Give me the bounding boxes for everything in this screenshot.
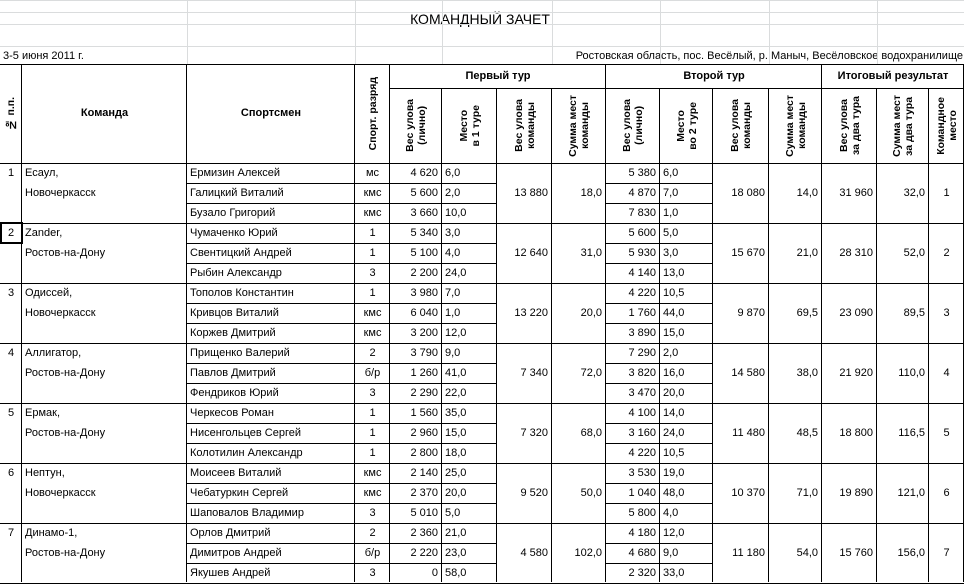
athlete-t1-place[interactable]: 35,0 [445, 407, 467, 419]
athlete-rank[interactable]: б/р [364, 367, 381, 379]
athlete-t2-place[interactable]: 6,0 [663, 167, 679, 179]
header-t1-team-weight-text: Вес улова команды [512, 99, 537, 152]
athlete-t2-weight[interactable]: 7 290 [628, 347, 656, 359]
team-number[interactable]: 2 [7, 227, 15, 239]
athlete-rank[interactable]: 1 [369, 227, 376, 239]
header-t1-weight-text: Вес улова (лично) [404, 99, 428, 152]
team-t2-weight[interactable]: 14 580 [731, 367, 765, 379]
team-number[interactable]: 5 [7, 407, 15, 419]
event-location: Ростовская область, пос. Весёлый, р. Маныч, Весёловское водохранилище [575, 50, 963, 62]
athlete-t2-place[interactable]: 5,0 [663, 227, 679, 239]
grid-line [0, 24, 964, 25]
team-t1-place-sum[interactable]: 50,0 [580, 487, 602, 499]
athlete-name[interactable]: Димитров Андрей [190, 547, 282, 559]
team-total-place-sum[interactable]: 116,5 [898, 427, 925, 439]
athlete-name[interactable]: Колотилин Александр [190, 447, 303, 459]
athlete-t2-weight[interactable]: 1 760 [628, 307, 656, 319]
grid-line [0, 46, 964, 47]
athlete-t1-weight[interactable]: 2 360 [410, 527, 438, 539]
athlete-name[interactable]: Ермизин Алексей [190, 167, 281, 179]
team-total-weight[interactable]: 23 090 [839, 307, 873, 319]
athlete-name[interactable]: Коржев Дмитрий [190, 327, 276, 339]
athlete-t2-place[interactable]: 9,0 [663, 547, 679, 559]
athlete-t2-weight[interactable]: 4 870 [628, 187, 656, 199]
team-t1-place-sum[interactable]: 72,0 [580, 367, 602, 379]
athlete-t2-place[interactable]: 19,0 [663, 467, 685, 479]
athlete-t2-weight[interactable]: 7 830 [628, 207, 656, 219]
athlete-t1-weight[interactable]: 4 620 [410, 167, 438, 179]
athlete-t1-place[interactable]: 15,0 [445, 427, 467, 439]
header-team: Команда [80, 107, 129, 119]
athlete-t1-weight[interactable]: 5 600 [410, 187, 438, 199]
athlete-t2-weight[interactable]: 3 820 [628, 367, 656, 379]
athlete-name[interactable]: Чебатуркин Сергей [190, 487, 289, 499]
athlete-t2-weight[interactable]: 3 160 [628, 427, 656, 439]
athlete-t2-place[interactable]: 3,0 [663, 247, 679, 259]
header-t2-place [660, 88, 713, 163]
athlete-t1-weight[interactable]: 1 560 [410, 407, 438, 419]
athlete-name[interactable]: Павлов Дмитрий [190, 367, 276, 379]
athlete-t2-place[interactable]: 1,0 [663, 207, 679, 219]
team-total-place-sum[interactable]: 110,0 [898, 367, 925, 379]
header-num-text: № п.п. [5, 96, 17, 131]
athlete-t1-weight[interactable]: 2 960 [410, 427, 438, 439]
athlete-rank[interactable]: кмс [363, 487, 382, 499]
team-t1-weight[interactable]: 4 580 [520, 547, 548, 559]
header-team-place [929, 88, 964, 163]
team-city[interactable]: Ростов-на-Дону [25, 547, 106, 559]
athlete-t2-place[interactable]: 10,5 [663, 447, 685, 459]
athlete-t2-place[interactable]: 13,0 [663, 267, 685, 279]
header-athlete: Спортсмен [240, 107, 302, 119]
border [390, 88, 964, 89]
team-t1-place-sum[interactable]: 68,0 [580, 427, 602, 439]
team-t2-place-sum[interactable]: 71,0 [796, 487, 818, 499]
athlete-t1-weight[interactable]: 3 980 [410, 287, 438, 299]
team-t2-place-sum[interactable]: 48,5 [796, 427, 818, 439]
athlete-rank[interactable]: 2 [369, 527, 376, 539]
header-t1-place-text: Место в 1 туре [457, 104, 482, 147]
team-city[interactable]: Новочеркасск [25, 307, 96, 319]
grid-line [0, 12, 964, 13]
header-total-weight-text: Вес улова за два тура [837, 96, 862, 155]
team-number[interactable]: 3 [7, 287, 15, 299]
athlete-t2-weight[interactable]: 4 680 [628, 547, 656, 559]
athlete-t1-place[interactable]: 41,0 [445, 367, 467, 379]
athlete-rank[interactable]: кмс [363, 327, 382, 339]
team-t2-place-sum[interactable]: 14,0 [796, 187, 818, 199]
athlete-rank[interactable]: 2 [369, 347, 376, 359]
athlete-t1-place[interactable]: 4,0 [445, 247, 461, 259]
team-name[interactable]: Ермак, [25, 407, 61, 419]
team-t1-weight[interactable]: 7 320 [520, 427, 548, 439]
grid-line [442, 0, 443, 64]
team-city[interactable]: Ростов-на-Дону [25, 367, 106, 379]
team-name[interactable]: Zander, [25, 227, 63, 239]
athlete-t1-place[interactable]: 10,0 [445, 207, 467, 219]
header-t2-place-text: Место во 2 туре [674, 101, 699, 150]
athlete-rank[interactable]: 3 [369, 387, 376, 399]
athlete-t1-place[interactable]: 6,0 [445, 167, 461, 179]
athlete-t1-weight[interactable]: 3 660 [410, 207, 438, 219]
team-t2-weight[interactable]: 9 870 [737, 307, 765, 319]
athlete-t1-weight[interactable]: 2 370 [410, 487, 438, 499]
team-t2-weight[interactable]: 18 080 [731, 187, 765, 199]
team-t1-weight[interactable]: 9 520 [520, 487, 548, 499]
athlete-t1-weight[interactable]: 3 200 [410, 327, 438, 339]
athlete-t1-place[interactable]: 22,0 [445, 387, 467, 399]
team-total-weight[interactable]: 18 800 [839, 427, 873, 439]
border [768, 88, 769, 582]
athlete-t1-weight[interactable]: 2 220 [410, 547, 438, 559]
athlete-t1-place[interactable]: 58,0 [445, 567, 467, 579]
athlete-rank[interactable]: кмс [363, 307, 382, 319]
athlete-t2-weight[interactable]: 4 220 [628, 287, 656, 299]
team-t2-place-sum[interactable]: 54,0 [796, 547, 818, 559]
athlete-name[interactable]: Кривцов Виталий [190, 307, 279, 319]
athlete-t2-place[interactable]: 4,0 [663, 507, 679, 519]
team-number[interactable]: 6 [7, 467, 15, 479]
border [821, 64, 822, 582]
team-city[interactable]: Ростов-на-Дону [25, 427, 106, 439]
athlete-t1-place[interactable]: 21,0 [445, 527, 467, 539]
border [876, 88, 877, 582]
athlete-t1-place[interactable]: 20,0 [445, 487, 467, 499]
athlete-name[interactable]: Свентицкий Андрей [190, 247, 292, 259]
grid-line [769, 0, 770, 64]
team-total-weight[interactable]: 31 960 [839, 187, 873, 199]
header-t2-weight-text: Вес улова (лично) [621, 99, 645, 152]
team-t1-place-sum[interactable]: 20,0 [580, 307, 602, 319]
team-place[interactable]: 3 [943, 307, 950, 319]
header-t2-team-weight [713, 88, 769, 163]
athlete-rank[interactable]: 1 [369, 407, 376, 419]
athlete-t2-weight[interactable]: 1 040 [628, 487, 656, 499]
header-rank [355, 64, 390, 163]
athlete-t2-place[interactable]: 2,0 [663, 347, 679, 359]
athlete-t2-place[interactable]: 44,0 [663, 307, 685, 319]
team-number[interactable]: 7 [7, 527, 15, 539]
athlete-name[interactable]: Черкесов Роман [190, 407, 274, 419]
header-t2-place-sum-text: Сумма мест команды [783, 94, 808, 157]
team-total-weight[interactable]: 21 920 [839, 367, 873, 379]
athlete-rank[interactable]: 1 [369, 247, 376, 259]
team-total-weight[interactable]: 19 890 [839, 487, 873, 499]
header-total-place-sum [877, 88, 929, 163]
team-name[interactable]: Аллигатор, [25, 347, 82, 359]
header-result: Итоговый результат [837, 70, 949, 82]
athlete-t1-weight[interactable]: 6 040 [410, 307, 438, 319]
team-t1-weight[interactable]: 13 220 [514, 307, 548, 319]
team-t1-place-sum[interactable]: 31,0 [580, 247, 602, 259]
team-t1-place-sum[interactable]: 18,0 [580, 187, 602, 199]
athlete-t1-weight[interactable]: 2 290 [410, 387, 438, 399]
athlete-name[interactable]: Прищенко Валерий [190, 347, 290, 359]
team-t2-place-sum[interactable]: 69,5 [796, 307, 818, 319]
athlete-t2-weight[interactable]: 4 220 [628, 447, 656, 459]
athlete-t2-place[interactable]: 10,5 [663, 287, 685, 299]
athlete-name[interactable]: Моисеев Виталий [190, 467, 282, 479]
athlete-rank[interactable]: кмс [363, 187, 382, 199]
team-place[interactable]: 1 [943, 187, 950, 199]
athlete-rank[interactable]: 3 [369, 267, 376, 279]
team-city[interactable]: Новочеркасск [25, 487, 96, 499]
header-total-weight [822, 88, 877, 163]
grid-line [187, 0, 188, 64]
header-t1-place [442, 88, 497, 163]
team-name[interactable]: Динамо-1, [25, 527, 78, 539]
header-t1-weight [390, 88, 442, 163]
team-number[interactable]: 1 [7, 167, 15, 179]
team-t2-weight[interactable]: 11 480 [732, 427, 765, 439]
athlete-name[interactable]: Орлов Дмитрий [190, 527, 271, 539]
athlete-t2-weight[interactable]: 4 180 [628, 527, 656, 539]
grid-line [877, 0, 878, 64]
team-t2-weight[interactable]: 11 180 [732, 547, 765, 559]
border [928, 88, 929, 582]
athlete-t1-place[interactable]: 1,0 [445, 307, 461, 319]
athlete-t1-place[interactable]: 2,0 [445, 187, 461, 199]
athlete-t1-place[interactable]: 24,0 [445, 267, 467, 279]
athlete-rank[interactable]: 1 [369, 287, 376, 299]
border [0, 64, 964, 65]
athlete-t2-place[interactable]: 15,0 [663, 327, 685, 339]
team-t2-place-sum[interactable]: 38,0 [796, 367, 818, 379]
athlete-t1-weight[interactable]: 2 140 [410, 467, 438, 479]
team-place[interactable]: 5 [943, 427, 950, 439]
team-t2-place-sum[interactable]: 21,0 [796, 247, 818, 259]
athlete-name[interactable]: Фендриков Юрий [190, 387, 279, 399]
athlete-name[interactable]: Бузало Григорий [190, 207, 276, 219]
athlete-t1-weight[interactable]: 5 340 [410, 227, 438, 239]
athlete-t1-weight[interactable]: 5 010 [410, 507, 438, 519]
athlete-name[interactable]: Рыбин Александр [190, 267, 282, 279]
selected-cell[interactable] [0, 222, 23, 244]
athlete-t1-place[interactable]: 3,0 [445, 227, 461, 239]
athlete-t2-place[interactable]: 14,0 [663, 407, 685, 419]
athlete-name[interactable]: Тополов Константин [190, 287, 294, 299]
header-t2-team-weight-text: Вес улова команды [729, 99, 753, 152]
team-place[interactable]: 4 [943, 367, 950, 379]
team-t1-weight[interactable]: 13 880 [514, 187, 548, 199]
team-city[interactable]: Ростов-на-Дону [25, 247, 106, 259]
header-tour2: Второй тур [683, 70, 745, 82]
athlete-t1-place[interactable]: 23,0 [445, 547, 467, 559]
athlete-t1-weight[interactable]: 0 [431, 567, 438, 579]
athlete-name[interactable]: Якушев Андрей [190, 567, 271, 579]
athlete-rank[interactable]: кмс [363, 467, 382, 479]
team-name[interactable]: Нептун, [25, 467, 65, 479]
athlete-t2-place[interactable]: 48,0 [663, 487, 685, 499]
team-place[interactable]: 6 [943, 487, 950, 499]
athlete-t1-weight[interactable]: 2 800 [410, 447, 438, 459]
team-city[interactable]: Новочеркасск [25, 187, 96, 199]
athlete-t2-weight[interactable]: 3 530 [628, 467, 656, 479]
athlete-t1-place[interactable]: 18,0 [445, 447, 467, 459]
team-place[interactable]: 7 [943, 547, 950, 559]
athlete-rank[interactable]: 3 [369, 507, 376, 519]
border [21, 64, 22, 582]
header-t1-place-sum-text: Сумма мест команды [567, 94, 591, 157]
athlete-t2-place[interactable]: 12,0 [663, 527, 685, 539]
athlete-rank[interactable]: кмс [363, 207, 382, 219]
team-total-place-sum[interactable]: 32,0 [903, 187, 925, 199]
grid-line [355, 0, 356, 64]
athlete-t2-weight[interactable]: 3 890 [628, 327, 656, 339]
header-t2-weight [606, 88, 660, 163]
athlete-t2-weight[interactable]: 5 600 [628, 227, 656, 239]
team-t2-weight[interactable]: 10 370 [731, 487, 765, 499]
athlete-t1-weight[interactable]: 2 200 [410, 267, 438, 279]
athlete-t2-place[interactable]: 16,0 [663, 367, 685, 379]
team-total-place-sum[interactable]: 121,0 [897, 487, 925, 499]
athlete-rank[interactable]: 3 [369, 567, 376, 579]
team-t2-weight[interactable]: 15 670 [731, 247, 765, 259]
header-t1-place-sum [552, 88, 606, 163]
header-t1-team-weight [497, 88, 552, 163]
team-total-weight[interactable]: 28 310 [839, 247, 873, 259]
team-name[interactable]: Одиссей, [25, 287, 73, 299]
athlete-t1-weight[interactable]: 1 260 [410, 367, 438, 379]
sheet-title: КОМАНДНЫЙ ЗАЧЕТ [410, 11, 550, 27]
athlete-t1-place[interactable]: 7,0 [445, 287, 461, 299]
athlete-t2-place[interactable]: 7,0 [663, 187, 679, 199]
athlete-name[interactable]: Галицкий Виталий [190, 187, 284, 199]
header-t2-place-sum [769, 88, 822, 163]
team-total-place-sum[interactable]: 89,5 [903, 307, 925, 319]
athlete-t2-weight[interactable]: 3 470 [628, 387, 656, 399]
athlete-rank[interactable]: мс [365, 167, 380, 179]
team-number[interactable]: 4 [7, 347, 15, 359]
header-total-place-sum-text: Сумма мест за два тура [891, 94, 915, 157]
team-t1-place-sum[interactable]: 102,0 [574, 547, 602, 559]
athlete-t1-place[interactable]: 5,0 [445, 507, 461, 519]
header-team-place-text: Командное место [934, 96, 959, 155]
athlete-t2-weight[interactable]: 4 100 [628, 407, 656, 419]
athlete-name[interactable]: Шаповалов Владимир [190, 507, 304, 519]
team-name[interactable]: Есаул, [25, 167, 59, 179]
header-num [0, 64, 22, 163]
athlete-t1-place[interactable]: 25,0 [445, 467, 467, 479]
athlete-name[interactable]: Чумаченко Юрий [190, 227, 278, 239]
grid-line [0, 0, 964, 1]
athlete-t2-place[interactable]: 20,0 [663, 387, 685, 399]
athlete-rank[interactable]: 1 [369, 447, 376, 459]
border [551, 88, 552, 582]
athlete-t1-place[interactable]: 9,0 [445, 347, 461, 359]
athlete-t2-weight[interactable]: 4 140 [628, 267, 656, 279]
athlete-t2-weight[interactable]: 2 320 [628, 567, 656, 579]
grid-line [660, 0, 661, 64]
athlete-t2-weight[interactable]: 5 380 [628, 167, 656, 179]
athlete-t1-place[interactable]: 12,0 [445, 327, 467, 339]
team-total-place-sum[interactable]: 156,0 [897, 547, 925, 559]
team-total-weight[interactable]: 15 760 [839, 547, 873, 559]
athlete-t2-weight[interactable]: 5 930 [628, 247, 656, 259]
athlete-t1-weight[interactable]: 3 790 [410, 347, 438, 359]
team-place[interactable]: 2 [943, 247, 950, 259]
team-t1-weight[interactable]: 7 340 [520, 367, 548, 379]
athlete-t2-weight[interactable]: 5 800 [628, 507, 656, 519]
athlete-rank[interactable]: 1 [369, 427, 376, 439]
athlete-t2-place[interactable]: 33,0 [663, 567, 685, 579]
header-tour1: Первый тур [465, 70, 531, 82]
athlete-t2-place[interactable]: 24,0 [663, 427, 685, 439]
athlete-t1-weight[interactable]: 5 100 [410, 247, 438, 259]
grid-line [552, 0, 553, 64]
team-t1-weight[interactable]: 12 640 [514, 247, 548, 259]
event-date: 3-5 июня 2011 г. [3, 50, 84, 62]
team-total-place-sum[interactable]: 52,0 [903, 247, 925, 259]
athlete-rank[interactable]: б/р [364, 547, 381, 559]
header-rank-text: Спорт. разряд [366, 76, 379, 151]
athlete-name[interactable]: Нисенгольцев Сергей [190, 427, 301, 439]
